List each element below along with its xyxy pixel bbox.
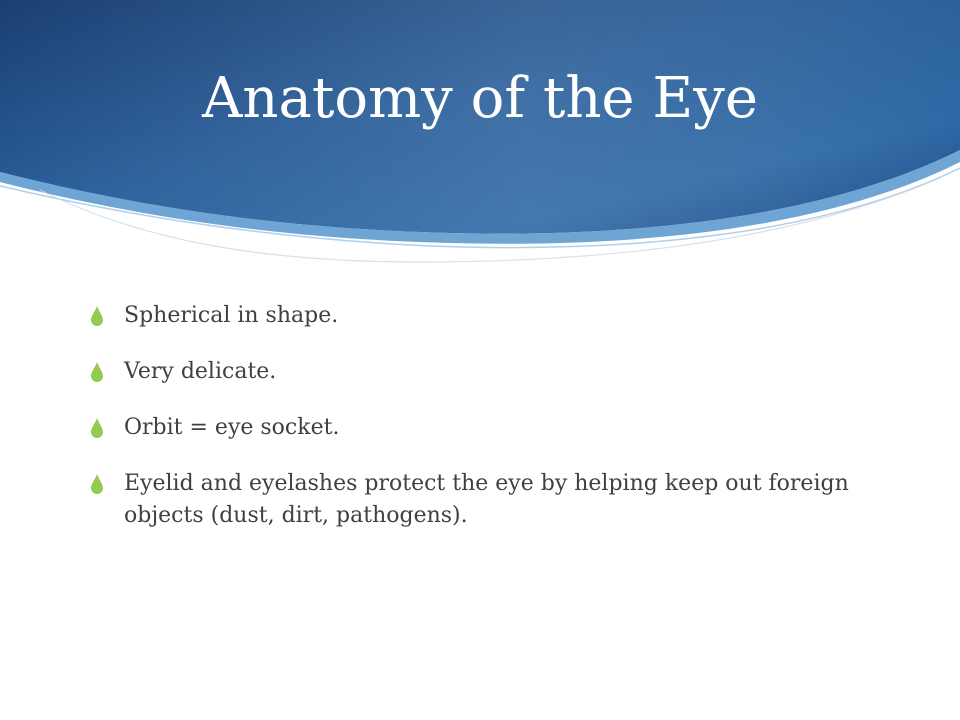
bullet-item — [90, 356, 870, 388]
bullet-item — [90, 300, 870, 332]
bullet-text: Spherical in shape. — [124, 303, 339, 328]
drop-icon — [90, 473, 104, 495]
bullet-item — [90, 412, 870, 444]
bullet-list — [90, 300, 870, 556]
bullet-text: Eyelid and eyelashes protect the eye by helping keep out foreign objects (dust, dirt, pathogens). — [124, 471, 849, 528]
drop-icon — [90, 361, 104, 383]
drop-icon — [90, 305, 104, 327]
slide-title: Anatomy of the Eye — [201, 66, 759, 131]
header-wave-background — [0, 0, 960, 280]
bullet-text: Very delicate. — [124, 359, 277, 384]
bullet-text: Orbit = eye socket. — [124, 415, 340, 440]
bullet-item — [90, 468, 870, 532]
drop-icon — [90, 417, 104, 439]
